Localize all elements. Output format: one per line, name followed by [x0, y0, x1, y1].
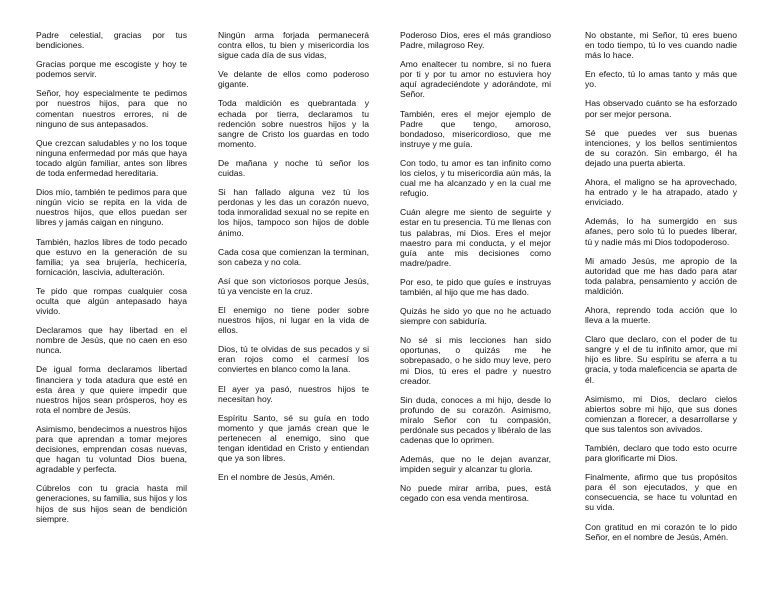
- paragraph: Gracias porque me escogiste y hoy te podemos servir.: [36, 59, 187, 80]
- paragraph: Asimismo, bendecimos a nuestros hijos para que aprendan a tomar mejores decisiones, emprendan cosas nuevas, que hagan tu voluntad Dios buena, agradable y perfecta.: [36, 423, 187, 475]
- paragraph: Sin duda, conoces a mi hijo, desde lo profundo de su corazón. Asimismo, míralo Señor con tu compasión, perdónale sus pecados y libéralo de las cadenas que lo oprimen.: [400, 394, 551, 446]
- paragraph: También, hazlos libres de todo pecado que estuvo en la generación de su familia; ya sea brujería, hechicería, fornicación, lascivia, adulteración.: [36, 236, 187, 277]
- paragraph: Así que son victoriosos porque Jesús, tú ya venciste en la cruz.: [218, 275, 369, 296]
- paragraph: Ahora, el maligno se ha aprovechado, ha entrado y le ha atrapado, atado y enviciado.: [585, 177, 737, 208]
- paragraph: Dios mío, también te pedimos para que ningún vicio se repita en la vida de nuestros hijos, que ellos puedan ser libres y jamás caigan en ninguno.: [36, 187, 187, 228]
- paragraph: En efecto, tú lo amas tanto y más que yo.: [585, 69, 737, 90]
- paragraph: Además, lo ha sumergido en sus afanes, pero solo tú lo puedes liberar, tú y nadie más mi Dios todopoderoso.: [585, 216, 737, 247]
- paragraph: Declaramos que hay libertad en el nombre de Jesús, que no caen en eso nunca.: [36, 325, 187, 356]
- paragraph: Ve delante de ellos como poderoso gigante.: [218, 69, 369, 90]
- paragraph: No puede mirar arriba, pues, está cegado con esa venda mentirosa.: [400, 483, 551, 504]
- paragraph: Cúbrelos con tu gracia hasta mil generaciones, su familia, sus hijos y los hijos de sus hijos sean de bendición siempre.: [36, 483, 187, 524]
- paragraph: No obstante, mi Señor, tú eres bueno en todo tiempo, tú lo ves cuando nadie más lo hace.: [585, 30, 737, 61]
- paragraph: Espíritu Santo, sé su guía en todo momento y que jamás crean que le pertenecen al enemigo, sino que tengan identidad en Cristo y entiendan que ya son libres.: [218, 412, 369, 464]
- paragraph: Ahora, reprendo toda acción que lo lleva a la muerte.: [585, 304, 737, 326]
- paragraph: Quizás he sido yo que no he actuado siempre con sabiduría.: [400, 306, 551, 327]
- text-column-3: [400, 30, 551, 513]
- paragraph: Poderoso Dios, eres el más grandioso Padre, milagroso Rey.: [400, 30, 551, 51]
- paragraph: Te pido que rompas cualquier cosa oculta que algún antepasado haya vivido.: [36, 285, 187, 317]
- paragraph: Por eso, te pido que guíes e instruyas también, al hijo que me has dado.: [400, 276, 551, 297]
- paragraph: Si han fallado alguna vez tú los perdonas y les das un corazón nuevo, toda inmoralidad sexual no se repite en los hijos, tampoco son hijos de doble ánimo.: [218, 187, 369, 238]
- text-column-4: [585, 30, 737, 551]
- paragraph: También, eres el mejor ejemplo de Padre que tengo, amoroso, bondadoso, misericordioso, que me instruye y me guía.: [400, 108, 551, 149]
- text-column-2: [218, 30, 369, 491]
- paragraph: El enemigo no tiene poder sobre nuestros hijos, ni lugar en la vida de ellos.: [218, 304, 369, 336]
- paragraph: El ayer ya pasó, nuestros hijos te necesitan hoy.: [218, 383, 369, 404]
- paragraph: Que crezcan saludables y no los toque ninguna enfermedad por más que haya tocado algún familiar, antes son libres de toda enfermedad hereditaria.: [36, 137, 187, 179]
- paragraph: Amo enaltecer tu nombre, si no fuera por ti y por tu amor no estuviera hoy aquí agradeciéndote y adorándote, mi Señor.: [400, 59, 551, 100]
- paragraph: También, declaro que todo esto ocurre para glorificarte mi Dios.: [585, 443, 737, 464]
- paragraph: Ningún arma forjada permanecerá contra ellos, tu bien y misericordia los sigue cada día de sus vidas,: [218, 30, 369, 61]
- paragraph: Con gratitud en mi corazón te lo pido Señor, en el nombre de Jesús, Amén.: [585, 521, 737, 542]
- paragraph: Cada cosa que comienzan la terminan, son cabeza y no cola.: [218, 246, 369, 267]
- paragraph: En el nombre de Jesús, Amén.: [218, 472, 336, 483]
- paragraph: Has observado cuánto se ha esforzado por ser mejor persona.: [585, 98, 737, 119]
- paragraph: Finalmente, afirmo que tus propósitos para él son ejecutados, y que en consecuencia, se hace tu voluntad en su vida.: [585, 472, 737, 513]
- paragraph: Padre celestial, gracias por tus bendiciones.: [36, 30, 187, 51]
- paragraph: Toda maldición es quebrantada y echada por tierra, declaramos tu redención sobre nuestros hijos y la sangre de Cristo los guardas en todo momento.: [218, 98, 369, 149]
- paragraph: Mi amado Jesús, me apropio de la autoridad que me has dado para atar toda palabra, pensamiento y acción de maldición.: [585, 255, 737, 296]
- paragraph: Dios, tú te olvidas de sus pecados y si eran rojos como el carmesí los conviertes en blanco como la lana.: [218, 344, 369, 375]
- paragraph: Claro que declaro, con el poder de tu sangre y el de tu infinito amor, que mi hijo es libre. Su espíritu se aferra a tu gracia, y toda maleficencia se aparta de él.: [585, 334, 737, 385]
- text-column-1: [36, 30, 187, 533]
- paragraph: De mañana y noche tú señor los cuidas.: [218, 157, 369, 179]
- paragraph: No sé si mis lecciones han sido oportunas, o quizás me he sobrepasado, o he sido muy leve, pero mi Dios, tú eres el padre y nuestro creador.: [400, 335, 551, 386]
- paragraph: Además, que no le dejan avanzar, impiden seguir y alcanzar tu gloria.: [400, 454, 551, 475]
- paragraph: De igual forma declaramos libertad financiera y toda atadura que esté en esta área y que quiere impedir que nuestros hijos sean prósperos, hoy es rota el nombre de Jesús.: [36, 364, 187, 415]
- paragraph: Señor, hoy especialmente te pedimos por nuestros hijos, para que no comentan nuestros errores, ni de ninguno de sus antepasados.: [36, 88, 187, 129]
- paragraph: Sé que puedes ver sus buenas intenciones, y los bellos sentimientos de su corazón. Sin embargo, él ha dejado una puerta abierta.: [585, 127, 737, 168]
- paragraph: Asimismo, mi Dios, declaro cielos abiertos sobre mi hijo, que sus dones comienzan a florecer, a desarrollarse y que sus talentos son avivados.: [585, 393, 737, 434]
- paragraph: Con todo, tu amor es tan infinito como los cielos, y tu misericordia aún más, la cual me ha alcanzado y en la cual me refugio.: [400, 157, 551, 199]
- paragraph: Cuán alegre me siento de seguirte y estar en tu presencia. Tú me llenas con tus palabras, mi Dios. Eres el mejor maestro para mi conducta, y el mejor guía ante mis decisiones como madre/padre.: [400, 207, 551, 268]
